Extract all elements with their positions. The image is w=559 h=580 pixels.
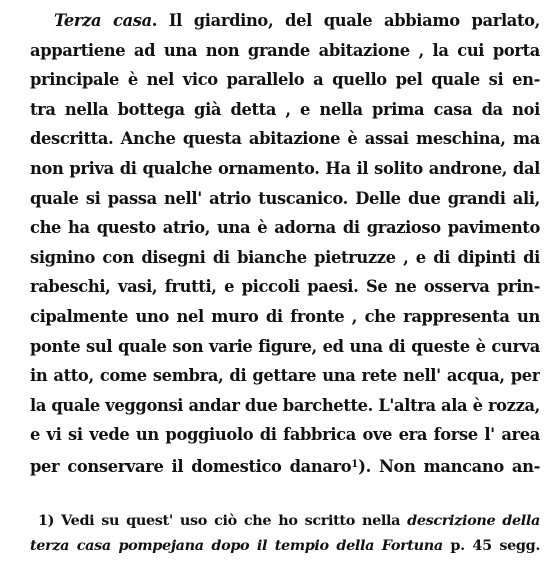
text-line: principale è nel vico parallelo a quello pel quale si en- <box>30 70 540 90</box>
main-paragraph <box>30 6 540 480</box>
footnote-line <box>30 508 540 533</box>
text-line: signino con disegni di bianche pietruzze , e di dipinti di <box>30 247 540 267</box>
text-line: la quale veggonsi andar due barchette. L'altra ala è rozza, <box>30 395 540 415</box>
footnote <box>30 508 540 558</box>
text-line: rabeschi, vasi, frutti, e piccoli paesi. Se ne osserva prin- <box>30 277 540 297</box>
footnote-line <box>30 533 540 558</box>
text-line: in atto, come sembra, di gettare una rete nell' acqua, per <box>30 366 540 386</box>
text-line-content: ). Non mancano an- <box>358 456 540 476</box>
text-line-content: per conservare il domestico danaro <box>30 456 352 476</box>
footnote-title: descrizione della <box>407 512 540 529</box>
text-line: cipalmente uno nel muro di fronte , che rappresenta un <box>30 306 540 326</box>
text-line-content: . Il giardino, del quale abbiamo parlato, <box>151 11 540 30</box>
text-line: e vi si vede un poggiuolo di fabbrica ove era forse l' area <box>30 425 540 445</box>
section-heading: Terza casa <box>54 11 152 30</box>
text-line: descritta. Anche questa abitazione è assai meschina, ma <box>30 129 540 149</box>
footnote-title: terza casa pompejana dopo il tempio della Fortuna <box>30 537 443 554</box>
text-line: quale si passa nell' atrio tuscanico. Delle due grandi ali, <box>30 188 540 208</box>
text-line: ponte sul quale son varie figure, ed una di queste è curva <box>30 336 540 356</box>
footnote-reference: 1 <box>351 458 359 470</box>
text-line: appartiene ad una non grande abitazione , la cui porta <box>30 40 540 60</box>
footnote-text: p. 45 segg. <box>442 537 540 554</box>
text-line <box>30 6 540 36</box>
text-line: che ha questo atrio, una è adorna di grazioso pavimento <box>30 218 540 238</box>
footnote-text: 1) Vedi su quest' uso ciò che ho scritto nella <box>38 512 408 529</box>
text-line <box>30 450 540 480</box>
text-line: tra nella bottega già detta , e nella prima casa da noi <box>30 99 540 119</box>
text-line: non priva di qualche ornamento. Ha il solito androne, dal <box>30 158 540 178</box>
